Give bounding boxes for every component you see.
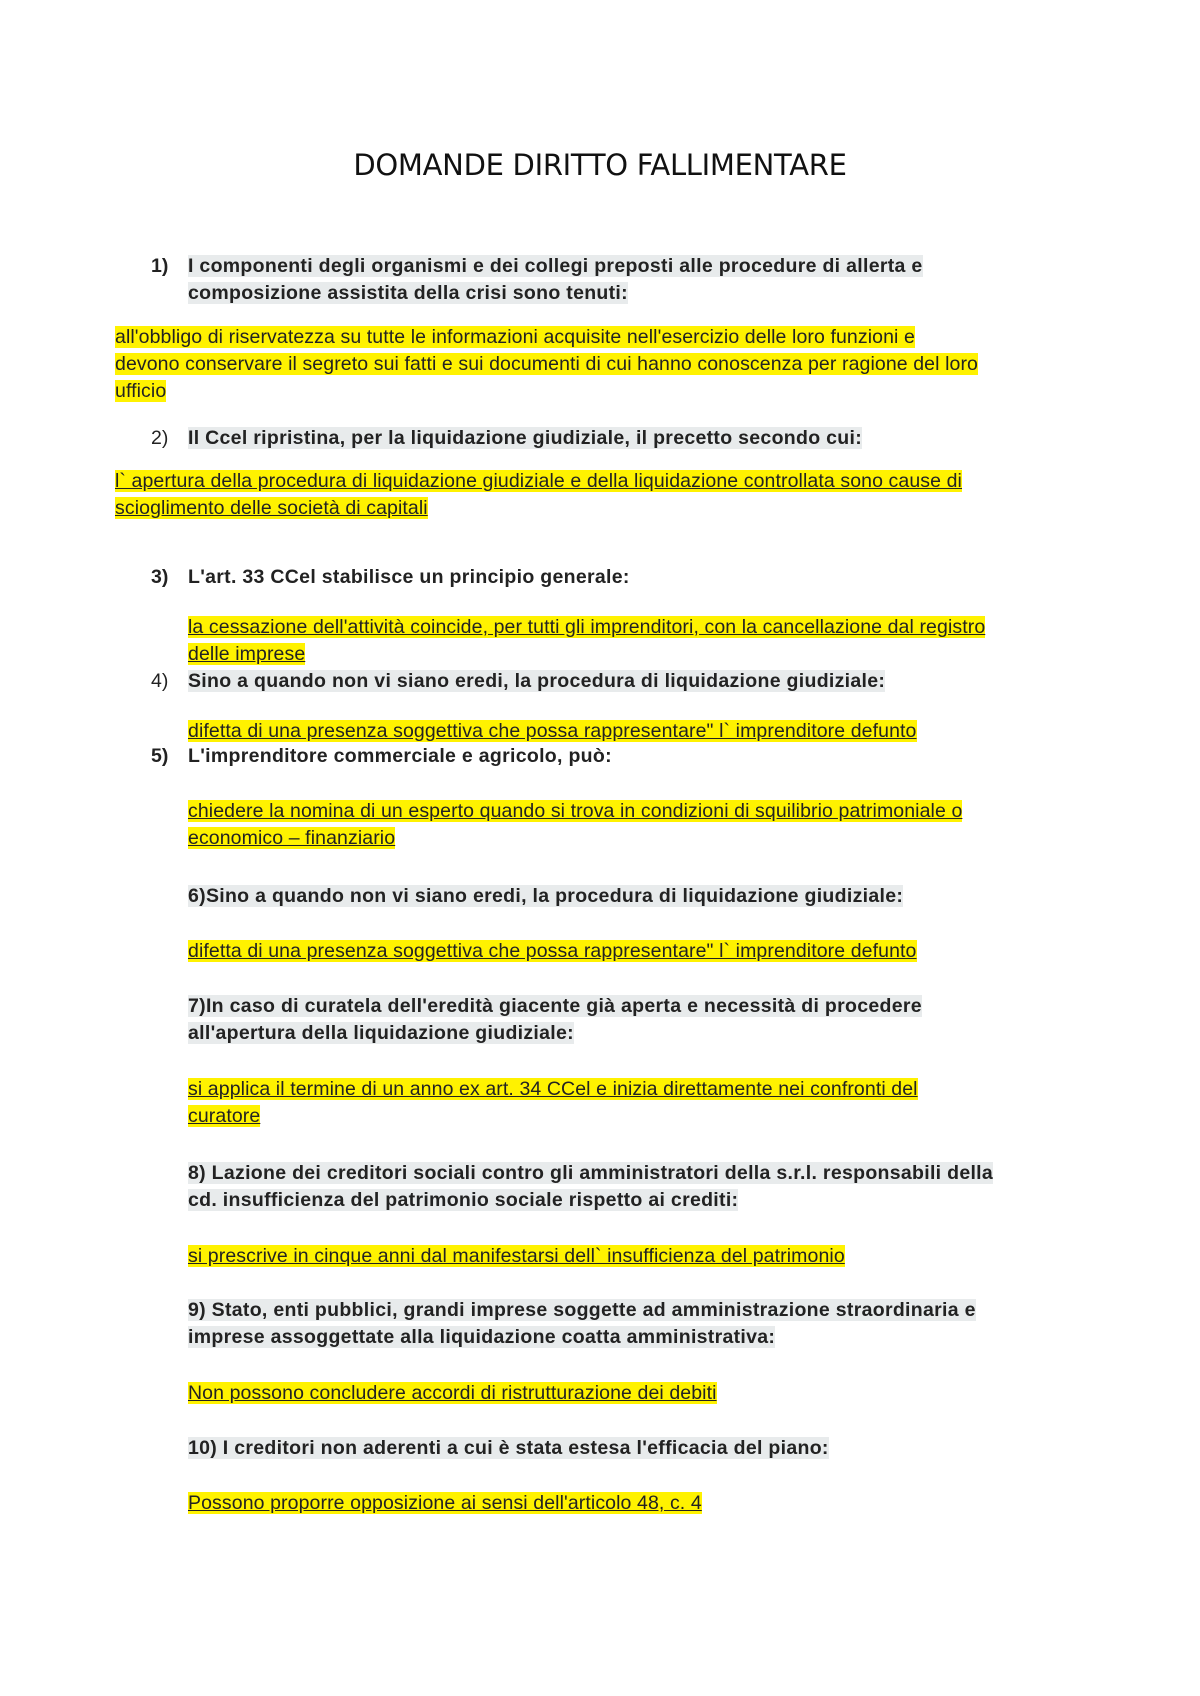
answer-line: si prescrive in cinque anni dal manifestarsi dell` insufficienza del patrimonio <box>188 1245 845 1267</box>
question-2 <box>188 425 862 452</box>
answer-4 <box>188 718 917 745</box>
question-10 <box>188 1435 829 1462</box>
answer-6 <box>188 938 917 965</box>
question-line: 10) I creditori non aderenti a cui è stata estesa l'efficacia del piano: <box>188 1437 829 1459</box>
answer-line: delle imprese <box>188 643 306 665</box>
question-5 <box>188 743 612 770</box>
answer-8 <box>188 1243 845 1270</box>
answer-7 <box>188 1076 918 1130</box>
document-title: DOMANDE DIRITTO FALLIMENTARE <box>353 148 847 182</box>
question-line: L'imprenditore commerciale e agricolo, può: <box>188 745 612 767</box>
question-9 <box>188 1297 976 1351</box>
answer-line: Non possono concludere accordi di ristrutturazione dei debiti <box>188 1382 717 1404</box>
answer-line: scioglimento delle società di capitali <box>115 497 428 519</box>
answer-line: chiedere la nomina di un esperto quando si trova in condizioni di squilibrio patrimoniale o <box>188 800 963 822</box>
answer-1 <box>115 324 978 405</box>
item-number: 1) <box>151 255 169 277</box>
question-line: 9) Stato, enti pubblici, grandi imprese soggette ad amministrazione straordinaria e <box>188 1299 976 1321</box>
question-line: 6)Sino a quando non vi siano eredi, la procedura di liquidazione giudiziale: <box>188 885 904 907</box>
question-8 <box>188 1160 993 1214</box>
question-line: 8) Lazione dei creditori sociali contro gli amministratori della s.r.l. responsabili della <box>188 1162 994 1184</box>
answer-line: difetta di una presenza soggettiva che possa rappresentare" l` imprenditore defunto <box>188 940 917 962</box>
question-line: L'art. 33 CCel stabilisce un principio generale: <box>188 566 630 588</box>
question-1 <box>188 253 923 307</box>
answer-line: si applica il termine di un anno ex art. 34 CCel e inizia direttamente nei confronti del <box>188 1078 918 1100</box>
answer-9 <box>188 1380 717 1407</box>
answer-line: Possono proporre opposizione ai sensi dell'articolo 48, c. 4 <box>188 1492 702 1514</box>
item-number: 4) <box>151 670 169 692</box>
answer-line: devono conservare il segreto sui fatti e sui documenti di cui hanno conoscenza per ragione del loro <box>115 353 978 375</box>
answer-line: all'obbligo di riservatezza su tutte le informazioni acquisite nell'esercizio delle loro funzioni e <box>115 326 915 348</box>
question-line: composizione assistita della crisi sono tenuti: <box>188 282 628 304</box>
question-3 <box>188 564 630 591</box>
item-number: 2) <box>151 427 169 449</box>
answer-line: ufficio <box>115 380 167 402</box>
question-line: all'apertura della liquidazione giudiziale: <box>188 1022 574 1044</box>
answer-5 <box>188 798 962 852</box>
question-4 <box>188 668 885 695</box>
answer-line: l` apertura della procedura di liquidazione giudiziale e della liquidazione controllata sono cause di <box>115 470 962 492</box>
answer-line: la cessazione dell'attività coincide, per tutti gli imprenditori, con la cancellazione dal registro <box>188 616 986 638</box>
question-line: Il Ccel ripristina, per la liquidazione giudiziale, il precetto secondo cui: <box>188 427 863 449</box>
question-line: 7)In caso di curatela dell'eredità giacente già aperta e necessità di procedere <box>188 995 922 1017</box>
question-line: Sino a quando non vi siano eredi, la procedura di liquidazione giudiziale: <box>188 670 886 692</box>
item-number: 3) <box>151 566 169 588</box>
item-number: 5) <box>151 745 169 767</box>
question-line: imprese assoggettate alla liquidazione coatta amministrativa: <box>188 1326 776 1348</box>
question-6 <box>188 883 903 910</box>
answer-10 <box>188 1490 702 1517</box>
question-7 <box>188 993 922 1047</box>
answer-line: economico – finanziario <box>188 827 396 849</box>
question-line: cd. insufficienza del patrimonio sociale rispetto ai crediti: <box>188 1189 739 1211</box>
answer-3 <box>188 614 985 668</box>
answer-2 <box>115 468 962 522</box>
question-line: I componenti degli organismi e dei collegi preposti alle procedure di allerta e <box>188 255 923 277</box>
answer-line: curatore <box>188 1105 261 1127</box>
answer-line: difetta di una presenza soggettiva che possa rappresentare" l` imprenditore defunto <box>188 720 917 742</box>
